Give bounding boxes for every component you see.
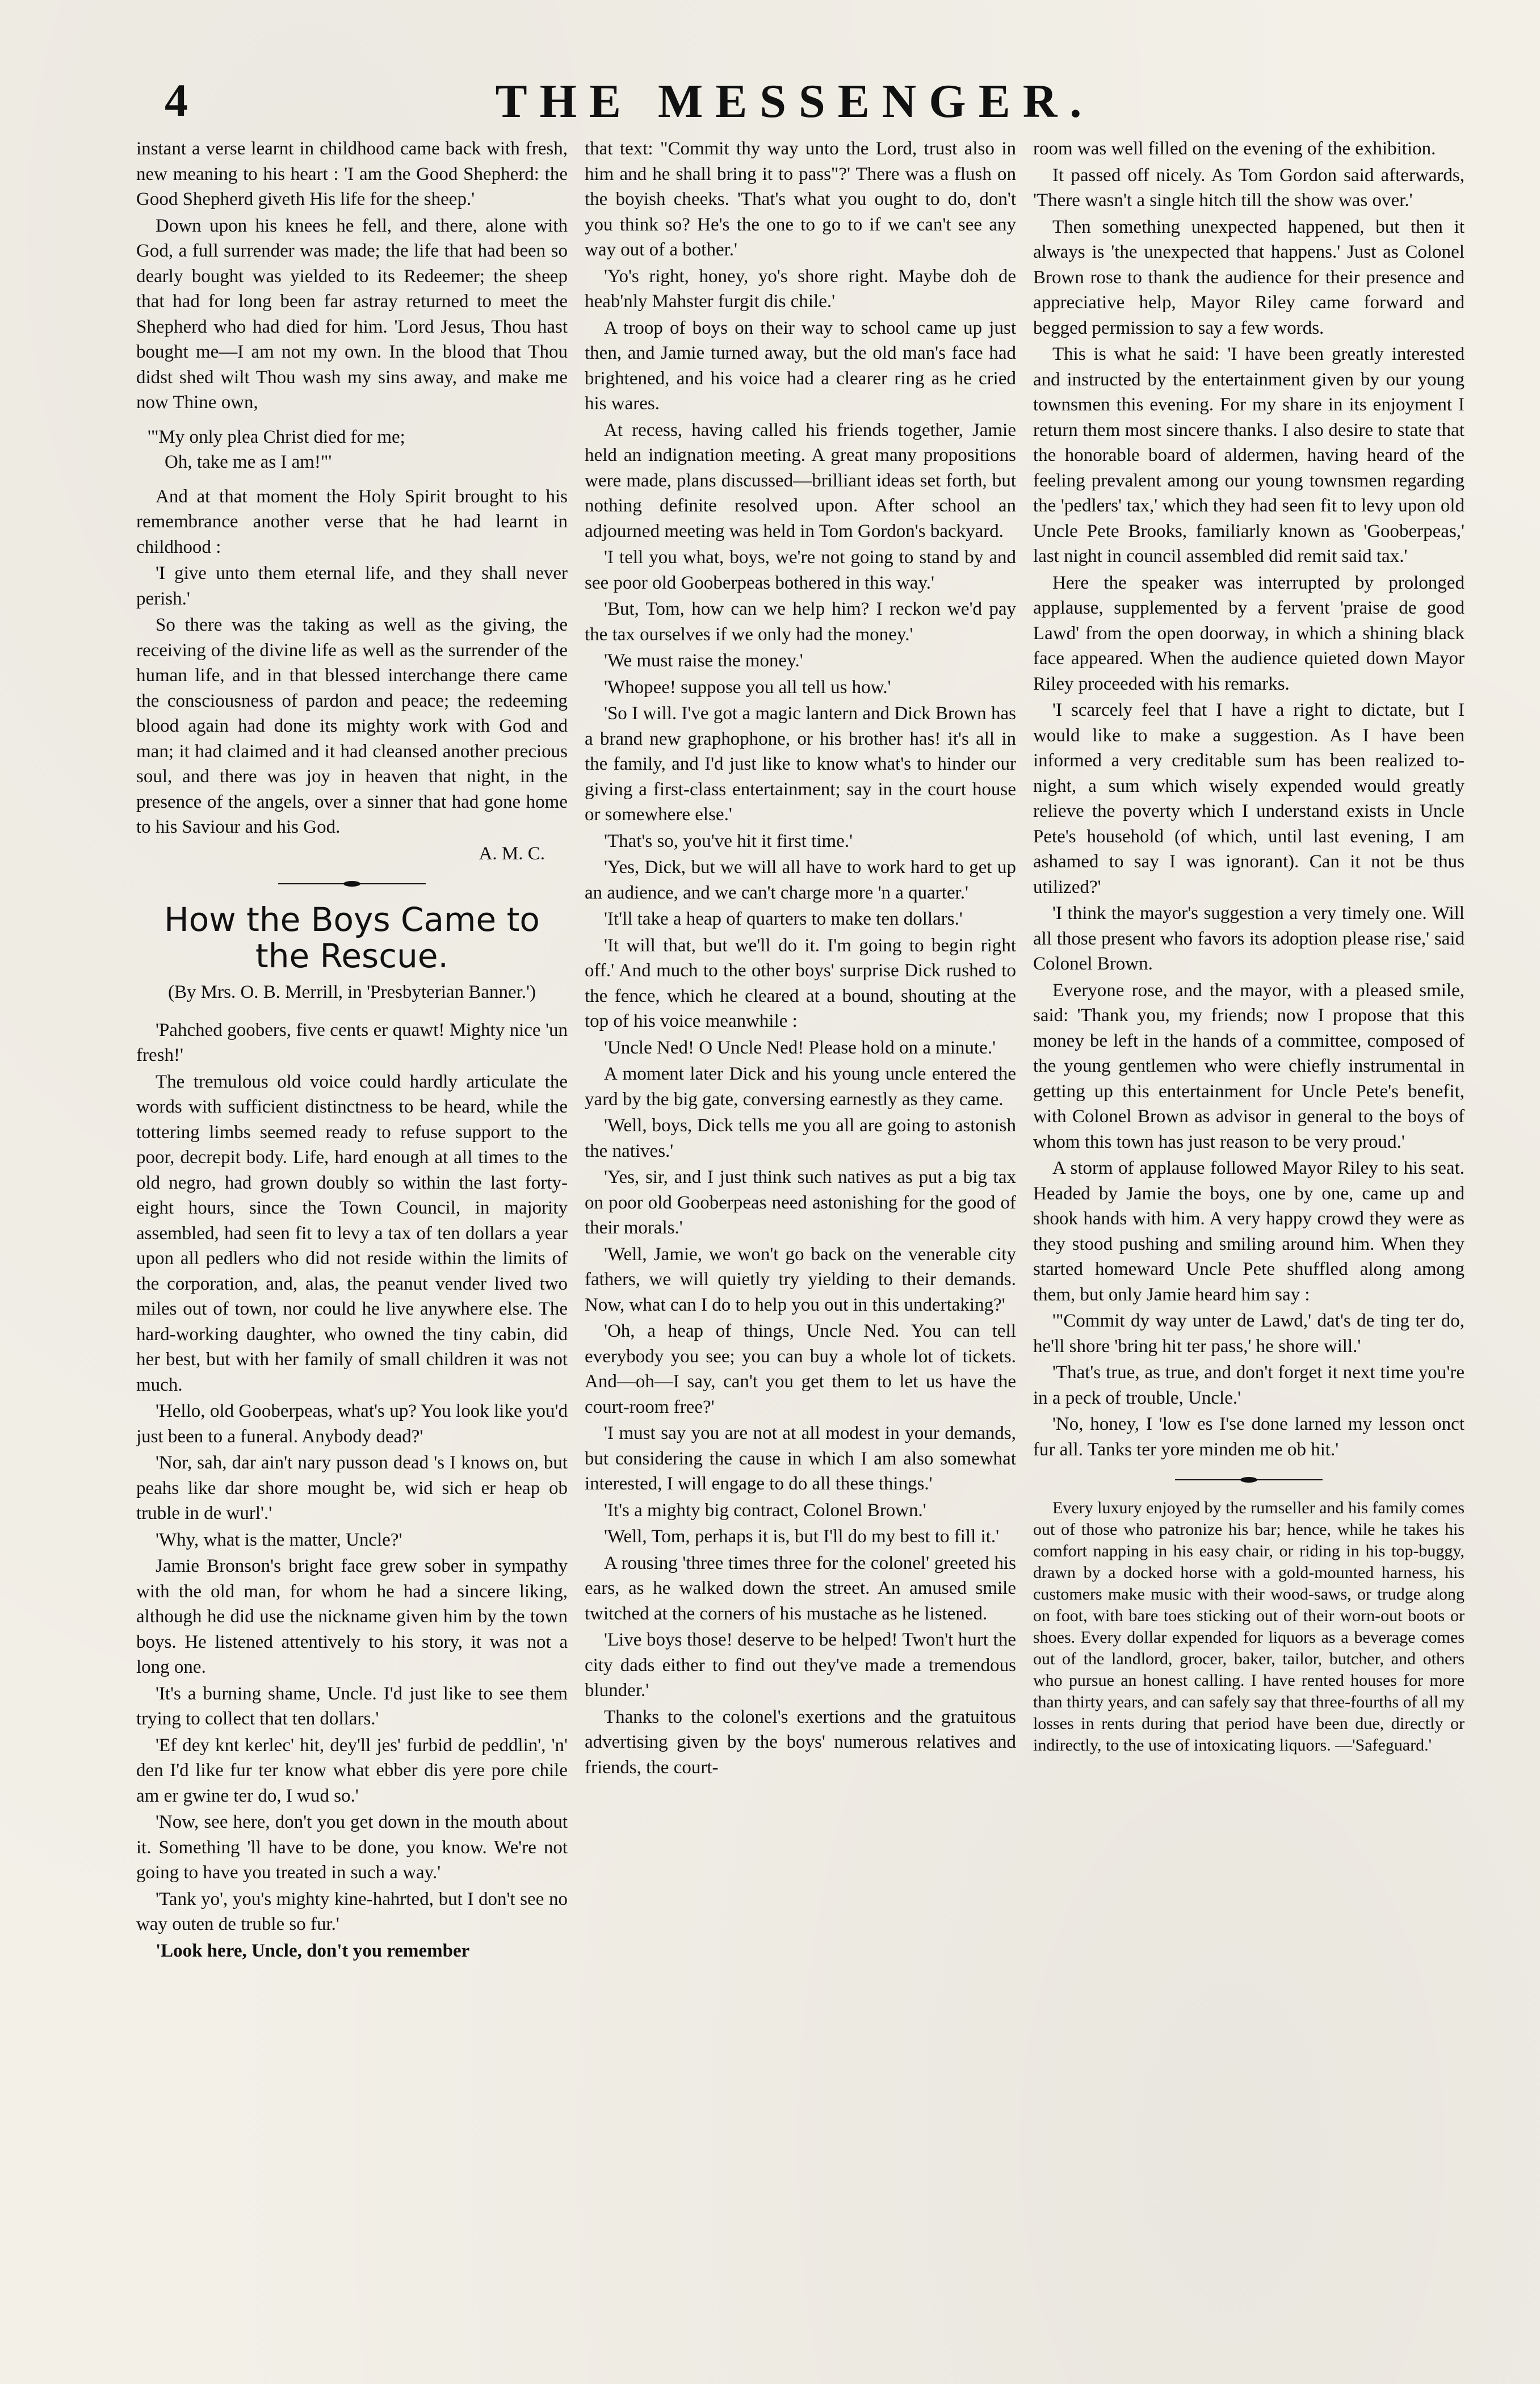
paragraph: 'Oh, a heap of things, Uncle Ned. You can tell everybody you see; you can buy a whole lot of tickets. And—oh—I say, can't you get them to let us have the court-room free?'	[585, 1321, 1016, 1417]
paragraph: 'Ef dey knt kerlec' hit, dey'll jes' furbid de peddlin', 'n' den I'd like fur ter know what ebber dis yere pore chile am er gwine ter do, I wud so.'	[136, 1735, 568, 1806]
paragraph: Down upon his knees he fell, and there, alone with God, a full surrender was made; the life that had been so dearly bought was yielded to its Redeemer; the sheep that had for long been far astray returned to meet the Shepherd who had died for him. 'Lord Jesus, Thou hast bought me—I am not my own. In the blood that Thou didst shed wilt Thou wash my sins away, and make me now Thine own,	[136, 215, 568, 413]
page-number: 4	[165, 74, 188, 126]
paragraph: This is what he said: 'I have been greatly interested and instructed by the entertainment given by our young townsmen this evening. For my share in its enjoyment I return them most sincere thanks. I also desire to state that the honorable board of aldermen, having heard of the feeling prevalent among our young townsmen regarding the 'pedlers' tax,' which they had seen fit to levy upon old Uncle Pete Brooks, familiarly known as 'Gooberpeas,' last night in council assembled did remit said tax.'	[1033, 344, 1465, 566]
paragraph: 'I think the mayor's suggestion a very timely one. Will all those present who favors its adoption please rise,' said Colonel Brown.	[1033, 903, 1465, 974]
article-columns	[136, 136, 1465, 2339]
paragraph: And at that moment the Holy Spirit brought to his remembrance another verse that he had learnt in childhood :	[136, 486, 568, 557]
paragraph: 'Hello, old Gooberpeas, what's up? You look like you'd just been to a funeral. Anybody dead?'	[136, 1401, 568, 1447]
paragraph: At recess, having called his friends together, Jamie held an indignation meeting. A great many propositions were made, plans discussed—brilliant ideas set forth, but nothing definite resolved upon. After school an adjourned meeting was held in Tom Gordon's backyard.	[585, 419, 1016, 542]
paragraph: 'Well, Jamie, we won't go back on the venerable city fathers, we will quietly try yielding to their demands. Now, what can I do to help you out in this undertaking?'	[585, 1244, 1016, 1315]
paragraph: 'Tank yo', you's mighty kine-hahrted, but I don't see no way outen de truble so fur.'	[136, 1888, 568, 1934]
paragraph: 'Yes, Dick, but we will all have to work hard to get up an audience, and we can't charge more 'n a quarter.'	[585, 857, 1016, 903]
paragraph: Everyone rose, and the mayor, with a pleased smile, said: 'Thank you, my friends; now I propose that this money be left in the hands of a committee, composed of the young gentlemen who were chiefly instrumental in getting up this entertainment for Uncle Pete's benefit, with Colonel Brown as advisor in general to the boys of whom this town has just reason to be very proud.'	[1033, 980, 1465, 1152]
article-byline: (By Mrs. O. B. Merrill, in 'Presbyterian Banner.')	[168, 982, 536, 1002]
paragraph: A moment later Dick and his young uncle entered the yard by the big gate, conversing earnestly as they came.	[585, 1064, 1016, 1110]
paragraph: 'It'll take a heap of quarters to make ten dollars.'	[604, 909, 963, 929]
paragraph: 'I give unto them eternal life, and they shall never perish.'	[136, 563, 568, 609]
paragraph: 'We must raise the money.'	[604, 650, 803, 671]
paragraph: 'Whopee! suppose you all tell us how.'	[604, 677, 891, 698]
column-2	[585, 136, 1016, 2339]
paragraph: 'Yo's right, honey, yo's shore right. Maybe doh de heab'nly Mahster furgit dis chile.'	[585, 266, 1016, 312]
paragraph: 'So I will. I've got a magic lantern and Dick Brown has a brand new graphophone, or his brother has! it's all in the family, and I'd just like to know what's to hinder our giving a first-class entertainment; say in the court house or somewhere else.'	[585, 703, 1016, 825]
paragraph: 'Pahched goobers, five cents er quawt! Mighty nice 'un fresh!'	[136, 1019, 568, 1065]
paragraph: 'That's so, you've hit it first time.'	[604, 830, 853, 851]
paragraph: Then something unexpected happened, but then it always is 'the unexpected that happens.' Just as Colonel Brown rose to thank the audience for their presence and appreciative help, Mayor Riley came forward and begged permission to say a few words.	[1033, 216, 1465, 338]
paragraph: A storm of applause followed Mayor Riley to his seat. Headed by Jamie the boys, one by one, came up and shook hands with him. A very happy crowd they were as they stood pushing and smiling around him. When they started homeward Uncle Pete shuffled along among them, but only Jamie heard him say :	[1033, 1158, 1465, 1305]
section-divider	[278, 881, 426, 887]
signature: A. M. C.	[479, 843, 545, 864]
paragraph: 'Nor, sah, dar ain't nary pusson dead 's I knows on, but peahs like dar shore mought be, wid sich er heap ob truble in de wurl'.'	[136, 1453, 568, 1523]
paragraph: The tremulous old voice could hardly articulate the words with sufficient distinctness to be heard, while the tottering limbs seemed ready to refuse support to the poor, decrepit body. Life, hard enough at all times to the old negro, had grown doubly so within the last forty-eight hours, since the Town Council, in majority assembled, had seen fit to levy a tax of ten dollars a year upon all pedlers who did not reside within the limits of the corporation, and, alas, the peanut vender lived two miles out of town, nor could he live anywhere else. The hard-working daughter, who owned the tiny cabin, did her best, but with her family of small children it was not much.	[136, 1071, 568, 1395]
paragraph: 'Now, see here, don't you get down in the mouth about it. Something 'll have to be done, you know. We're not going to have you treated in such a way.'	[136, 1812, 568, 1883]
paragraph: room was well filled on the evening of the exhibition.	[1033, 138, 1436, 159]
paragraph: 'It will that, but we'll do it. I'm going to begin right off.' And much to the other boys' surprise Dick rushed to the fence, which he cleared at a bound, shouting at the top of his voice meanwhile :	[585, 935, 1016, 1031]
paragraph: 'No, honey, I 'low es I'se done larned my lesson onct fur all. Tanks ter yore minden me ob hit.'	[1033, 1414, 1465, 1460]
paragraph: '"Commit dy way unter de Lawd,' dat's de ting ter do, he'll shore 'bring hit ter pass,' he shore will.'	[1033, 1311, 1465, 1357]
paragraph: So there was the taking as well as the giving, the receiving of the divine life as well as the surrender of the human life, and in that blessed interchange there came the consciousness of pardon and peace; the redeeming blood again had done its mighty work with God and man; it had claimed and it had cleansed another precious soul, and there was joy in heaven that night, in the presence of the angels, over a sinner that had gone home to his Saviour and his God.	[136, 615, 568, 837]
paragraph: 'Yes, sir, and I just think such natives as put a big tax on poor old Gooberpeas need astonishing for the good of their morals.'	[585, 1167, 1016, 1238]
temperance-note: Every luxury enjoyed by the rumseller and his family comes out of those who patronize his bar; hence, while he takes his comfort napping in his easy chair, or riding in his top-buggy, drawn by a docked horse with a gold-mounted harness, his customers make music with their wood-saws, or trudge along on foot, with bare toes sticking out of their worn-out boots or shoes. Every dollar expended for liquors as a beverage comes out of the landlord, grocer, baker, tailor, butcher, and others who pursue an honest calling. I have rented houses for more than thirty years, and can safely say that three-fourths of all my losses in rents during that period have been due, directly or indirectly, to the use of intoxicating liquors. —'Safeguard.'	[1033, 1499, 1465, 1755]
paragraph: A rousing 'three times three for the colonel' greeted his ears, as he walked down the street. An amused smile twitched at the corners of his mustache as he listened.	[585, 1552, 1016, 1624]
paragraph: 'I scarcely feel that I have a right to dictate, but I would like to make a suggestion. As I have been informed a very creditable sum has been realized to-night, a sum which wisely expended would greatly relieve the poverty which I understand exists in Uncle Pete's household (of which, until last evening, I am ashamed to say I was ignorant). Can it not be thus utilized?'	[1033, 700, 1465, 897]
paragraph: 'It's a burning shame, Uncle. I'd just like to see them trying to collect that ten dollars.'	[136, 1683, 568, 1729]
paragraph: Jamie Bronson's bright face grew sober in sympathy with the old man, for whom he had a sincere liking, although he did use the nickname given him by the town boys. He listened attentively to his story, it was not a long one.	[136, 1556, 568, 1677]
paragraph: that text: "Commit thy way unto the Lord, trust also in him and he shall bring it to pass"?' There was a flush on the boyish cheeks. 'That's what you ought to do, don't you think so? He's the one to go to if we can't see any way out of a bother.'	[585, 138, 1016, 260]
paragraph: 'Well, Tom, perhaps it is, but I'll do my best to fill it.'	[604, 1526, 1000, 1547]
column-1	[136, 136, 568, 2339]
article-title: How the Boys Came to the Rescue.	[164, 900, 540, 975]
paragraph: 'I tell you what, boys, we're not going to stand by and see poor old Gooberpeas bothered in this way.'	[585, 547, 1016, 593]
paragraph: 'Uncle Ned! O Uncle Ned! Please hold on a minute.'	[604, 1037, 996, 1058]
verse-line: Oh, take me as I am!"'	[165, 452, 332, 472]
paragraph: A troop of boys on their way to school came up just then, and Jamie turned away, but the old man's face had brightened, and his voice had a clearer ring as he cried his wares.	[585, 317, 1016, 414]
verse-line: '"My only plea Christ died for me;	[148, 426, 405, 447]
column-3	[1033, 136, 1465, 2339]
masthead-title: THE MESSENGER.	[495, 75, 1094, 128]
paragraph: 'But, Tom, how can we help him? I reckon we'd pay the tax ourselves if we only had the money.'	[585, 599, 1016, 645]
paragraph: 'It's a mighty big contract, Colonel Brown.'	[604, 1500, 926, 1521]
paragraph: 'I must say you are not at all modest in your demands, but considering the cause in which I am also somewhat interested, I will engage to do all these things.'	[585, 1423, 1016, 1494]
section-divider	[1175, 1477, 1323, 1483]
paragraph: Here the speaker was interrupted by prolonged applause, supplemented by a fervent 'praise de good Lawd' from the open doorway, in which a shining black face appeared. When the audience quieted down Mayor Riley proceeded with his remarks.	[1033, 572, 1465, 694]
paragraph: 'That's true, as true, and don't forget it next time you're in a peck of trouble, Uncle.'	[1033, 1362, 1465, 1408]
paragraph: 'Well, boys, Dick tells me you all are going to astonish the natives.'	[585, 1115, 1016, 1161]
paragraph: instant a verse learnt in childhood came back with fresh, new meaning to his heart : 'I am the Good Shepherd: the Good Shepherd giveth His life for the sheep.'	[136, 138, 568, 209]
paragraph: 'Live boys those! deserve to be helped! Twon't hurt the city dads either to find out they've made a tremendous blunder.'	[585, 1630, 1016, 1701]
paragraph: It passed off nicely. As Tom Gordon said afterwards, 'There wasn't a single hitch till the show was over.'	[1033, 165, 1465, 211]
paragraph: Thanks to the colonel's exertions and the gratuitous advertising given by the boys' numerous relatives and friends, the court-	[585, 1706, 1016, 1778]
paragraph: 'Look here, Uncle, don't you remember	[156, 1940, 470, 1961]
paragraph: 'Why, what is the matter, Uncle?'	[156, 1529, 402, 1550]
